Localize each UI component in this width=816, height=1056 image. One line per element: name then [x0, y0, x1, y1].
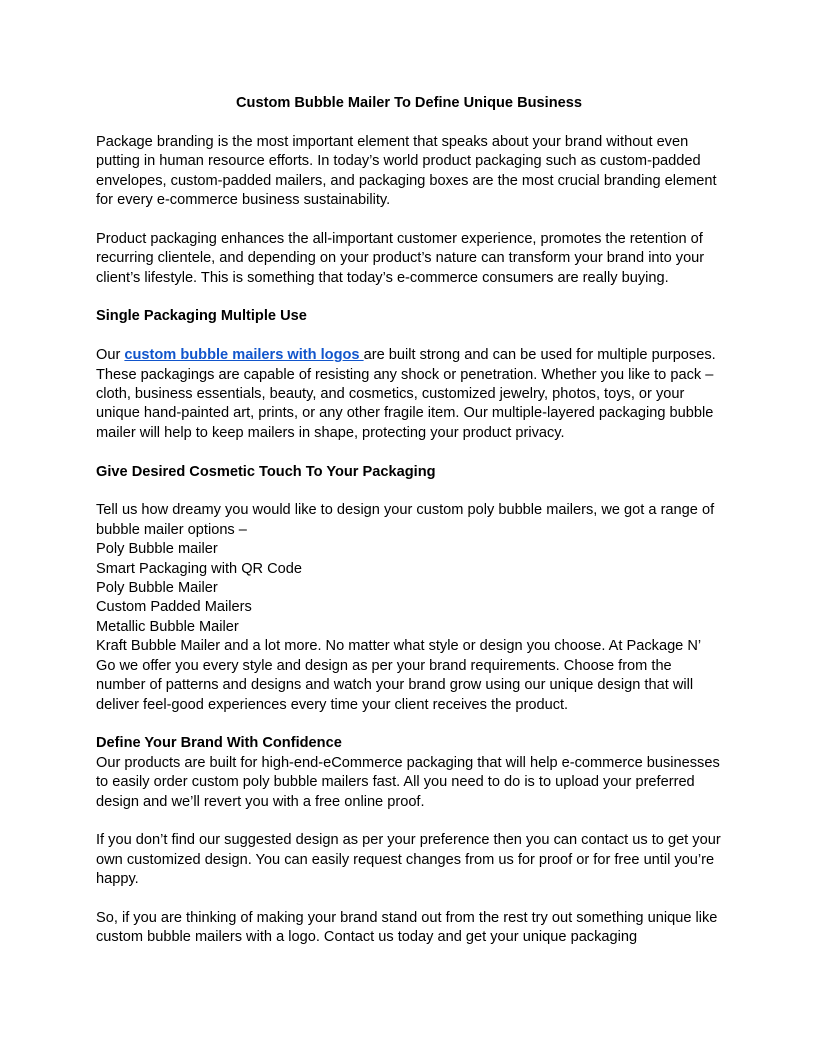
option-item: Poly Bubble mailer — [96, 541, 218, 558]
option-item: Custom Padded Mailers — [96, 599, 252, 616]
option-item: Poly Bubble Mailer — [96, 580, 218, 597]
section-heading-define-brand: Define Your Brand With Confidence — [96, 735, 342, 752]
custom-bubble-mailers-link[interactable]: custom bubble mailers with logos — [124, 347, 364, 364]
document-title: Custom Bubble Mailer To Define Unique Business — [236, 95, 582, 111]
option-item: Smart Packaging with QR Code — [96, 560, 303, 577]
section1-text-before-link: Our — [96, 347, 125, 364]
section3-paragraph-2: If you don’t find our suggested design as per your preference then you can contact us to get your own customized design. You can easily request changes from us for proof or for free until you’re happy. — [96, 832, 721, 888]
section-heading-cosmetic-touch: Give Desired Cosmetic Touch To Your Packaging — [96, 463, 436, 480]
section2-closing: Kraft Bubble Mailer and a lot more. No matter what style or design you choose. At Package N’ Go we offer you every style and design as per your brand requirements. Choose from the number of patterns and designs and watch your brand grow using our unique design that will deliver feel-good experiences every time your client receives the product. — [96, 638, 701, 713]
section2-intro: Tell us how dreamy you would like to design your custom poly bubble mailers, we got a range of bubble mailer options – — [96, 502, 715, 538]
section3-paragraph-1: Our products are built for high-end-eCommerce packaging that will help e-commerce businesses to easily order custom poly bubble mailers fast. All you need to do is to upload your preferred design and we’ll revert you with a free online proof. — [96, 754, 720, 810]
section1-paragraph — [96, 346, 722, 443]
intro-paragraph-2: Product packaging enhances the all-important customer experience, promotes the retention of recurring clientele, and depending on your product’s nature can transform your brand into your client’s lifestyle. This is something that today’s e-commerce consumers are really buying. — [96, 230, 705, 286]
section3-paragraph-3: So, if you are thinking of making your brand stand out from the rest try out something unique like custom bubble mailers with a logo. Contact us today and get your unique packaging — [96, 909, 718, 946]
section-heading-single-packaging: Single Packaging Multiple Use — [96, 308, 307, 325]
intro-paragraph-1: Package branding is the most important element that speaks about your brand without even putting in human resource efforts. In today’s world product packaging such as custom-padded envelopes, custom-padded mailers, and packaging boxes are the most crucial branding element for every e-commerce business sustainability. — [96, 133, 717, 209]
document-page — [96, 94, 722, 967]
option-item: Metallic Bubble Mailer — [96, 618, 239, 635]
section1-text-after-link: are built strong and can be used for multiple purposes. These packagings are capable of resisting any shock or penetration. Whether you like to pack – cloth, business essentials, beauty, and cosmetics, customized jewelry, photos, toys, or your unique hand-painted art, prints, or any other fragile item. Our multiple-layered packaging bubble mailer will help to keep mailers in shape, protecting your product privacy. — [96, 347, 716, 441]
